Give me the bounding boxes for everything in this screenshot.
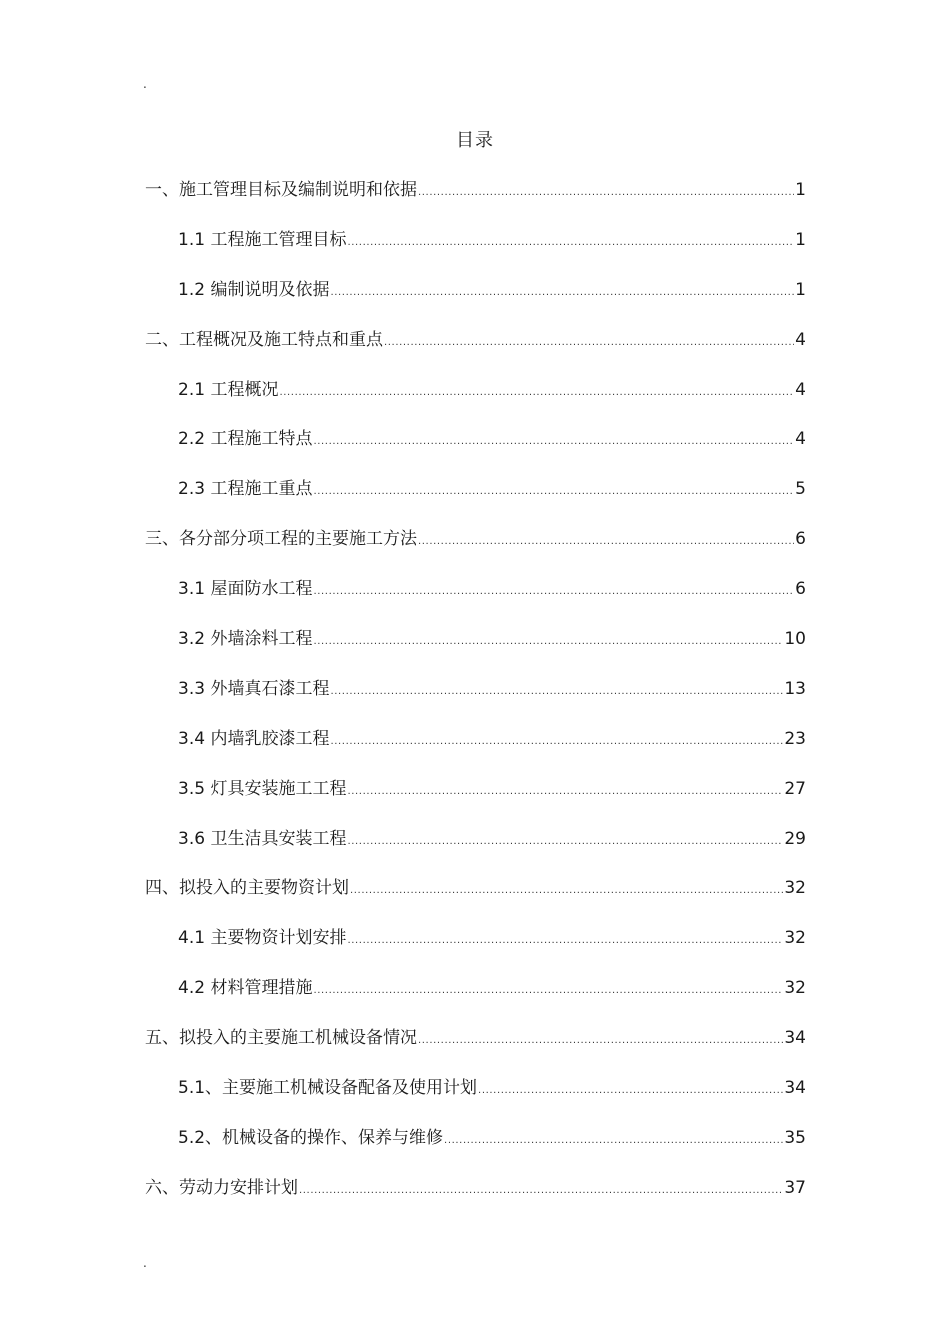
toc-entry-text: 3.2 外墙涂料工程 [178,629,313,650]
toc-entry-text: 2.3 工程施工重点 [178,479,313,500]
toc-page-number: 4 [795,379,806,400]
toc-entry-text: 六、劳动力安排计划 [145,1177,298,1198]
top-page-mark: . [143,77,147,91]
toc-entry-text: 4.2 材料管理措施 [178,978,313,999]
toc-page-number: 32 [784,878,806,899]
toc-page-number: 1 [795,279,806,300]
dot-leader [313,486,794,497]
toc-entry[interactable] [145,674,806,724]
toc-entry[interactable] [145,1023,806,1073]
toc-entry[interactable] [145,624,806,674]
toc-entry[interactable] [145,325,806,375]
toc-entry-text: 二、工程概况及施工特点和重点 [145,329,383,350]
dot-leader [313,436,794,447]
dot-leader [330,736,783,747]
toc-entry[interactable] [145,375,806,425]
toc-entry-text: 4.1 主要物资计划安排 [178,928,347,949]
dot-leader [418,1035,783,1046]
toc-entry-text: 1.2 编制说明及依据 [178,279,330,300]
toc-entry-text: 3.6 卫生洁具安装工程 [178,828,347,849]
toc-entry[interactable] [145,275,806,325]
table-of-contents [145,175,806,1223]
toc-entry[interactable] [145,873,806,923]
dot-leader [313,636,783,647]
toc-page-number: 4 [795,429,806,450]
toc-page-number: 6 [795,579,806,600]
dot-leader [330,686,783,697]
dot-leader [478,1085,783,1096]
toc-page-number: 35 [784,1127,806,1148]
toc-page-number: 37 [784,1177,806,1198]
toc-page-number: 13 [784,678,806,699]
toc-entry[interactable] [145,774,806,824]
toc-page-number: 10 [784,629,806,650]
toc-entry-text: 1.1 工程施工管理目标 [178,229,347,250]
toc-entry-text: 3.1 屋面防水工程 [178,579,313,600]
dot-leader [313,586,794,597]
toc-entry[interactable] [145,973,806,1023]
toc-entry[interactable] [145,175,806,225]
toc-page-number: 32 [784,978,806,999]
dot-leader [347,935,783,946]
toc-entry-text: 5.2、机械设备的操作、保养与维修 [178,1127,444,1148]
toc-entry-text: 五、拟投入的主要施工机械设备情况 [145,1028,417,1049]
toc-page-number: 6 [795,529,806,550]
toc-page-number: 1 [795,229,806,250]
dot-leader [279,387,794,398]
dot-leader [384,337,794,348]
toc-title: 目录 [456,130,494,151]
toc-entry-text: 2.1 工程概况 [178,379,279,400]
toc-page-number: 32 [784,928,806,949]
toc-entry[interactable] [145,923,806,973]
toc-entry-text: 3.5 灯具安装施工工程 [178,778,347,799]
toc-entry-text: 四、拟投入的主要物资计划 [145,878,349,899]
toc-entry[interactable] [145,1173,806,1223]
dot-leader [418,187,794,198]
toc-entry[interactable] [145,1123,806,1173]
toc-entry[interactable] [145,724,806,774]
toc-entry[interactable] [145,1073,806,1123]
toc-page-number: 29 [784,828,806,849]
dot-leader [350,885,783,896]
toc-entry-text: 3.4 内墙乳胶漆工程 [178,728,330,749]
toc-page-number: 1 [795,180,806,200]
dot-leader [347,836,783,847]
toc-entry-text: 三、各分部分项工程的主要施工方法 [145,529,417,550]
toc-entry-text: 3.3 外墙真石漆工程 [178,678,330,699]
toc-page-number: 34 [784,1078,806,1099]
toc-page-number: 34 [784,1028,806,1049]
toc-entry-text: 5.1、主要施工机械设备配备及使用计划 [178,1078,478,1099]
toc-entry-text: 2.2 工程施工特点 [178,429,313,450]
bottom-page-mark: . [143,1256,147,1270]
dot-leader [299,1185,783,1196]
toc-entry[interactable] [145,574,806,624]
toc-entry[interactable] [145,524,806,574]
toc-entry[interactable] [145,824,806,874]
toc-page-number: 5 [795,479,806,500]
toc-entry[interactable] [145,424,806,474]
dot-leader [444,1135,783,1146]
toc-page-number: 4 [795,329,806,350]
dot-leader [418,536,794,547]
toc-page-number: 27 [784,778,806,799]
dot-leader [347,786,783,797]
dot-leader [313,985,783,996]
toc-entry[interactable] [145,474,806,524]
toc-entry[interactable] [145,225,806,275]
dot-leader [330,287,794,298]
toc-entry-text: 一、施工管理目标及编制说明和依据 [145,180,417,200]
dot-leader [347,237,794,248]
toc-page-number: 23 [784,728,806,749]
